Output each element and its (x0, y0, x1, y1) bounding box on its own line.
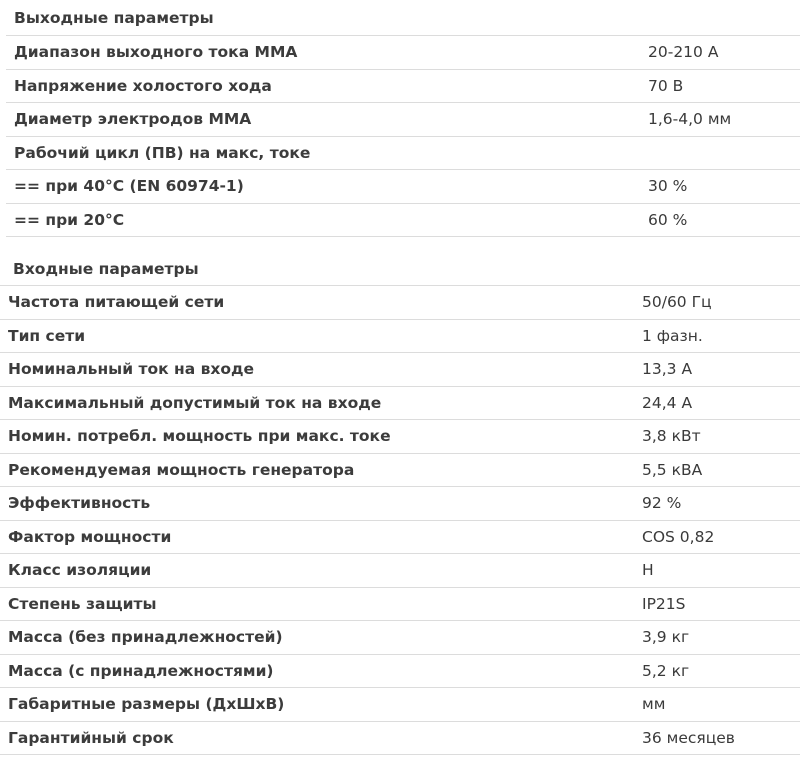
param-label: Рекомендуемая мощность генератора (8, 460, 355, 479)
output-section-title: Выходные параметры (14, 8, 214, 27)
table-row (0, 688, 800, 722)
param-label: == при 20°C (14, 210, 125, 229)
param-label: Номин. потребл. мощность при макс. токе (8, 427, 391, 446)
param-value: 30 % (648, 177, 688, 196)
table-row (0, 487, 800, 521)
input-section-header (0, 252, 800, 286)
param-label: Масса (с принадлежностями) (8, 661, 274, 680)
param-value: 24,4 А (642, 393, 693, 412)
param-value: 60 % (648, 210, 688, 229)
param-value: 20-210 А (648, 43, 719, 62)
param-value: 3,8 кВт (642, 427, 701, 446)
param-label: Тип сети (8, 326, 86, 345)
table-row (0, 353, 800, 387)
param-label: Максимальный допустимый ток на входе (8, 393, 382, 412)
param-value: COS 0,82 (642, 527, 715, 546)
param-value: 50/60 Гц (642, 293, 712, 312)
table-row (0, 722, 800, 756)
input-parameters-table (0, 252, 800, 755)
param-label: == при 40°C (EN 60974-1) (14, 177, 244, 196)
table-row (0, 655, 800, 689)
param-value: мм (642, 695, 666, 714)
output-parameters-table (0, 0, 800, 237)
output-section-header (6, 0, 800, 36)
table-row (6, 204, 800, 238)
table-row (0, 387, 800, 421)
param-label: Фактор мощности (8, 527, 172, 546)
table-row (0, 286, 800, 320)
table-row (6, 103, 800, 137)
table-row (0, 320, 800, 354)
table-row (0, 588, 800, 622)
param-label: Масса (без принадлежностей) (8, 628, 283, 647)
table-row (6, 70, 800, 104)
param-label: Класс изоляции (8, 561, 152, 580)
param-value: 3,9 кг (642, 628, 690, 647)
param-value: 70 В (648, 76, 684, 95)
param-value: 36 месяцев (642, 728, 735, 747)
param-label: Габаритные размеры (ДхШхВ) (8, 695, 285, 714)
table-row (0, 454, 800, 488)
table-row (0, 521, 800, 555)
param-label: Диапазон выходного тока MMA (14, 43, 298, 62)
param-value: 1 фазн. (642, 326, 703, 345)
param-value: 5,2 кг (642, 661, 690, 680)
table-row (6, 170, 800, 204)
table-row (0, 554, 800, 588)
table-row (0, 420, 800, 454)
table-row (6, 36, 800, 70)
table-row (0, 621, 800, 655)
input-section-title: Входные параметры (13, 259, 199, 278)
param-value: 1,6-4,0 мм (648, 110, 732, 129)
param-label: Номинальный ток на входе (8, 360, 255, 379)
param-label: Напряжение холостого хода (14, 76, 272, 95)
section-spacer (0, 237, 800, 252)
param-value: 13,3 А (642, 360, 693, 379)
param-label: Диаметр электродов MMA (14, 110, 252, 129)
param-label: Эффективность (8, 494, 151, 513)
param-label: Гарантийный срок (8, 728, 174, 747)
param-value: IP21S (642, 594, 686, 613)
table-row (6, 137, 800, 171)
param-value: H (642, 561, 654, 580)
param-label: Степень защиты (8, 594, 157, 613)
param-value: 5,5 кВА (642, 460, 703, 479)
param-label: Частота питающей сети (8, 293, 225, 312)
param-label: Рабочий цикл (ПВ) на макс, токе (14, 143, 311, 162)
param-value: 92 % (642, 494, 682, 513)
